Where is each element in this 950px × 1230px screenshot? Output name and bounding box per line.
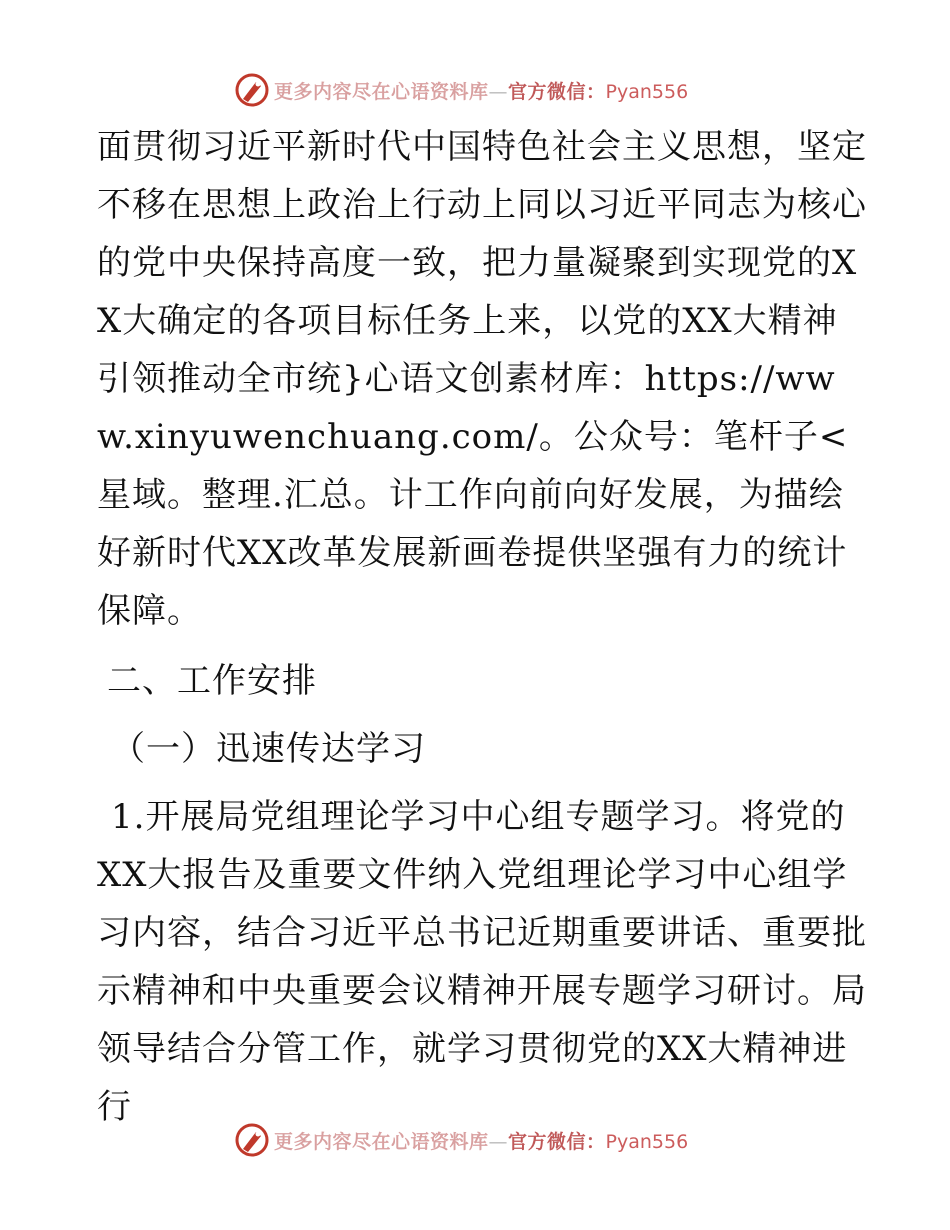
watermark-wechat-id: Pyan556: [605, 80, 689, 103]
document-body: [97, 118, 867, 1136]
header-watermark: [234, 70, 688, 110]
watermark-wechat-id: Pyan556: [605, 1130, 689, 1153]
pen-logo-icon: [234, 72, 270, 108]
footer-watermark: [234, 1120, 688, 1160]
paragraph-intro: 面贯彻习近平新时代中国特色社会主义思想，坚定不移在思想上政治上行动上同以习近平同志为核心的党中央保持高度一致，把力量凝聚到实现党的XX大确定的各项目标任务上来，以党的XX大精神引领推动全市统}心语文创素材库：https://www.xinyuwenchuang.com/。公众号：笔杆子<星域。整理.汇总。计工作向前向好发展，为描绘好新时代XX改革发展新画卷提供坚强有力的统计保障。: [97, 127, 867, 631]
watermark-tail: 官方微信：: [508, 80, 606, 103]
watermark-text: [274, 77, 688, 104]
watermark-lead: 更多内容尽在心语资料库: [274, 1130, 489, 1153]
watermark-separator: —: [488, 80, 509, 103]
pen-logo-icon: [234, 1122, 270, 1158]
watermark-tail: 官方微信：: [508, 1130, 606, 1153]
watermark-lead: 更多内容尽在心语资料库: [274, 80, 489, 103]
subsection-heading: （一）迅速传达学习: [111, 729, 426, 769]
section-heading: 二、工作安排: [107, 661, 317, 701]
list-item: 1.开展局党组理论学习中心组专题学习。将党的XX大报告及重要文件纳入党组理论学习中心组学习内容，结合习近平总书记近期重要讲话、重要批示精神和中央重要会议精神开展专题学习研讨。局领导结合分管工作，就学习贯彻党的XX大精神进行: [97, 797, 867, 1127]
watermark-separator: —: [488, 1130, 509, 1153]
watermark-text: [274, 1127, 688, 1154]
